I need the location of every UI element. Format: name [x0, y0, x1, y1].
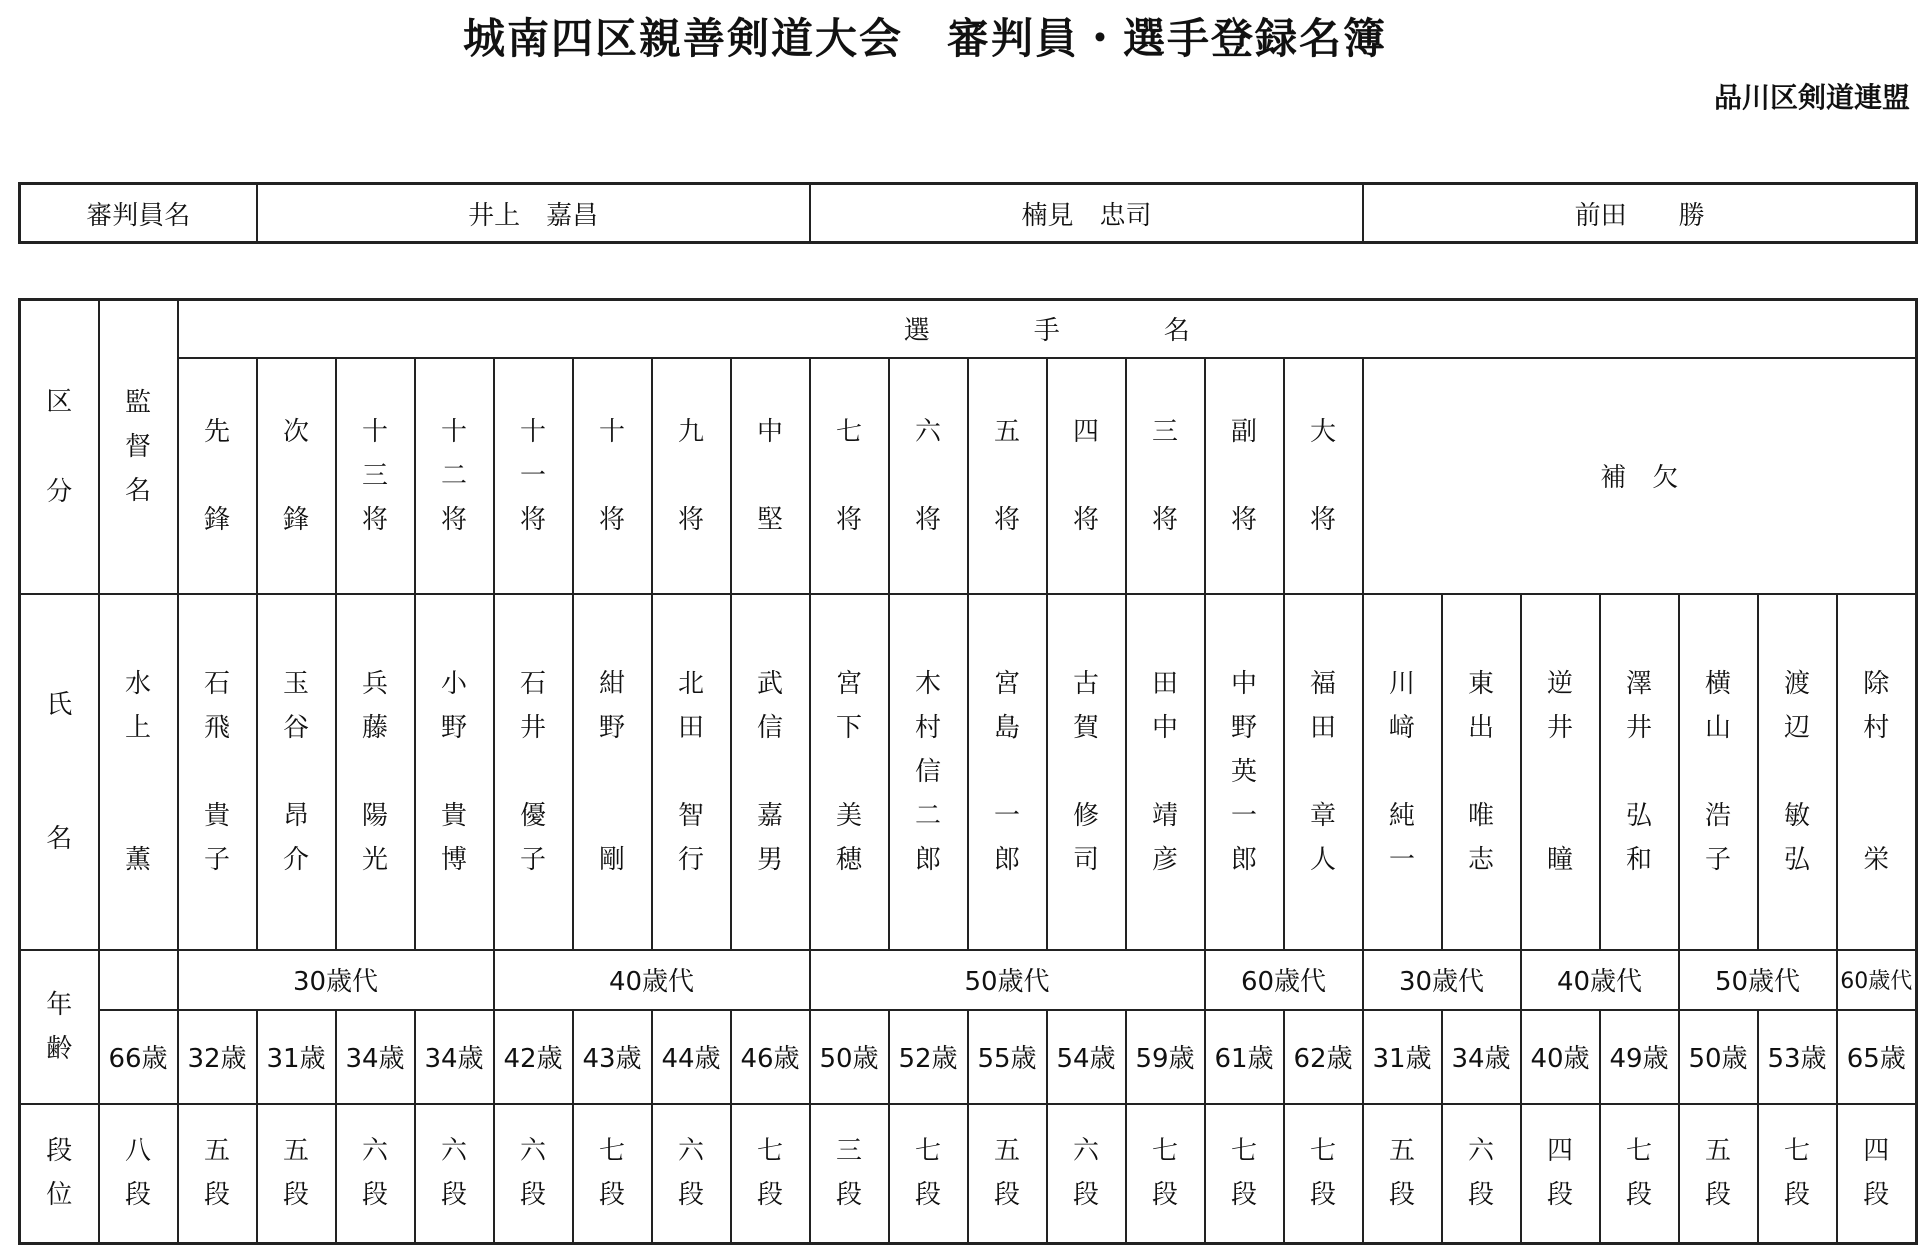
age-group-row — [20, 950, 1917, 1010]
age-row — [20, 1010, 1917, 1104]
player-name-cell: 石 井 優 子 — [494, 594, 573, 950]
reserve-age-cell: 50歳 — [1679, 1010, 1758, 1104]
manager-age-cell: 66歳 — [99, 1010, 178, 1104]
player-age-cell: 43歳 — [573, 1010, 652, 1104]
player-name-cell: 木 村 信 二 郎 — [889, 594, 968, 950]
reserve-name-cell: 澤 井 弘 和 — [1600, 594, 1679, 950]
position-cell: 中 堅 — [731, 358, 810, 594]
player-dan-cell: 七 段 — [889, 1104, 968, 1244]
reserve-dan-cell: 七 段 — [1600, 1104, 1679, 1244]
player-dan-cell: 七 段 — [1126, 1104, 1205, 1244]
position-cell: 四 将 — [1047, 358, 1126, 594]
player-age-cell: 61歳 — [1205, 1010, 1284, 1104]
age-group-cell: 60歳代 — [1205, 950, 1363, 1010]
manager-age-group-cell — [99, 950, 178, 1010]
position-cell: 先 鋒 — [178, 358, 257, 594]
players-header: 選 手 名 — [178, 300, 1917, 358]
shimei-label-cell: 氏 名 — [20, 594, 99, 950]
player-dan-cell: 五 段 — [968, 1104, 1047, 1244]
position-cell: 五 将 — [968, 358, 1047, 594]
reserve-age-cell: 49歳 — [1600, 1010, 1679, 1104]
player-name-cell: 小 野 貴 博 — [415, 594, 494, 950]
judge-name: 井上 嘉昌 — [257, 184, 810, 243]
judge-name: 前田 勝 — [1363, 184, 1916, 243]
reserve-age-group-cell: 30歳代 — [1363, 950, 1521, 1010]
player-name-cell: 紺 野 剛 — [573, 594, 652, 950]
judges-table — [18, 182, 1918, 244]
player-age-cell: 44歳 — [652, 1010, 731, 1104]
reserve-dan-cell: 五 段 — [1679, 1104, 1758, 1244]
player-dan-cell: 七 段 — [731, 1104, 810, 1244]
player-dan-cell: 七 段 — [1205, 1104, 1284, 1244]
position-cell: 大 将 — [1284, 358, 1363, 594]
player-dan-cell: 六 段 — [415, 1104, 494, 1244]
position-cell: 十 二 将 — [415, 358, 494, 594]
player-name-cell: 北 田 智 行 — [652, 594, 731, 950]
player-name-cell: 中 野 英 一 郎 — [1205, 594, 1284, 950]
player-dan-cell: 六 段 — [336, 1104, 415, 1244]
position-cell: 七 将 — [810, 358, 889, 594]
header-row — [20, 300, 1917, 358]
player-dan-cell: 三 段 — [810, 1104, 889, 1244]
reserve-name-cell: 東 出 唯 志 — [1442, 594, 1521, 950]
player-age-cell: 34歳 — [415, 1010, 494, 1104]
age-group-cell: 50歳代 — [810, 950, 1205, 1010]
position-cell: 十 一 将 — [494, 358, 573, 594]
player-dan-cell: 七 段 — [1284, 1104, 1363, 1244]
player-name-cell: 宮 島 一 郎 — [968, 594, 1047, 950]
reserve-dan-cell: 四 段 — [1837, 1104, 1917, 1244]
manager-name-cell: 水 上 薫 — [99, 594, 178, 950]
reserve-name-cell: 横 山 浩 子 — [1679, 594, 1758, 950]
player-name-cell: 石 飛 貴 子 — [178, 594, 257, 950]
player-name-cell: 古 賀 修 司 — [1047, 594, 1126, 950]
player-age-cell: 42歳 — [494, 1010, 573, 1104]
player-age-cell: 55歳 — [968, 1010, 1047, 1104]
position-row — [20, 358, 1917, 594]
reserve-name-cell: 川 﨑 純 一 — [1363, 594, 1442, 950]
position-cell: 副 将 — [1205, 358, 1284, 594]
player-name-cell: 武 信 嘉 男 — [731, 594, 810, 950]
reserve-dan-cell: 四 段 — [1521, 1104, 1600, 1244]
position-cell: 九 将 — [652, 358, 731, 594]
manager-dan-cell: 八 段 — [99, 1104, 178, 1244]
age-group-cell: 30歳代 — [178, 950, 494, 1010]
player-name-cell: 田 中 靖 彦 — [1126, 594, 1205, 950]
reserve-dan-cell: 七 段 — [1758, 1104, 1837, 1244]
player-dan-cell: 七 段 — [573, 1104, 652, 1244]
position-cell: 十 将 — [573, 358, 652, 594]
player-name-cell: 宮 下 美 穂 — [810, 594, 889, 950]
reserve-age-cell: 34歳 — [1442, 1010, 1521, 1104]
player-name-cell: 福 田 章 人 — [1284, 594, 1363, 950]
name-row — [20, 594, 1917, 950]
document-title: 城南四区親善剣道大会 審判員・選手登録名簿 — [462, 14, 1387, 63]
player-age-cell: 52歳 — [889, 1010, 968, 1104]
judges-row — [20, 184, 1917, 243]
player-age-cell: 46歳 — [731, 1010, 810, 1104]
reserve-name-cell: 除 村 栄 — [1837, 594, 1917, 950]
dan-label-cell: 段 位 — [20, 1104, 99, 1244]
player-name-cell: 兵 藤 陽 光 — [336, 594, 415, 950]
position-cell: 十 三 将 — [336, 358, 415, 594]
reserve-dan-cell: 六 段 — [1442, 1104, 1521, 1244]
player-age-cell: 62歳 — [1284, 1010, 1363, 1104]
player-age-cell: 54歳 — [1047, 1010, 1126, 1104]
player-dan-cell: 六 段 — [652, 1104, 731, 1244]
player-age-cell: 59歳 — [1126, 1010, 1205, 1104]
reserve-dan-cell: 五 段 — [1363, 1104, 1442, 1244]
position-cell: 三 将 — [1126, 358, 1205, 594]
kubun-label-cell: 区 分 — [20, 300, 99, 594]
roster-table — [18, 298, 1918, 1245]
position-cell: 六 将 — [889, 358, 968, 594]
player-age-cell: 50歳 — [810, 1010, 889, 1104]
reserve-age-group-cell: 50歳代 — [1679, 950, 1837, 1010]
player-age-cell: 34歳 — [336, 1010, 415, 1104]
reserves-header: 補 欠 — [1363, 358, 1917, 594]
judges-label: 審判員名 — [20, 184, 257, 243]
nenrei-label-cell: 年 齢 — [20, 950, 99, 1104]
player-age-cell: 32歳 — [178, 1010, 257, 1104]
reserve-age-cell: 65歳 — [1837, 1010, 1917, 1104]
organization-name: 品川区剣道連盟 — [1713, 81, 1910, 114]
age-group-cell: 40歳代 — [494, 950, 810, 1010]
player-dan-cell: 五 段 — [178, 1104, 257, 1244]
reserve-age-cell: 40歳 — [1521, 1010, 1600, 1104]
reserve-name-cell: 逆 井 瞳 — [1521, 594, 1600, 950]
reserve-name-cell: 渡 辺 敏 弘 — [1758, 594, 1837, 950]
player-name-cell: 玉 谷 昂 介 — [257, 594, 336, 950]
player-dan-cell: 五 段 — [257, 1104, 336, 1244]
reserve-age-group-cell: 60歳代 — [1837, 950, 1917, 1010]
reserve-age-cell: 53歳 — [1758, 1010, 1837, 1104]
player-dan-cell: 六 段 — [494, 1104, 573, 1244]
judge-name: 楠見 忠司 — [810, 184, 1363, 243]
reserve-age-group-cell: 40歳代 — [1521, 950, 1679, 1010]
reserve-age-cell: 31歳 — [1363, 1010, 1442, 1104]
dan-row — [20, 1104, 1917, 1244]
player-dan-cell: 六 段 — [1047, 1104, 1126, 1244]
position-cell: 次 鋒 — [257, 358, 336, 594]
player-age-cell: 31歳 — [257, 1010, 336, 1104]
manager-label-cell: 監 督 名 — [99, 300, 178, 594]
